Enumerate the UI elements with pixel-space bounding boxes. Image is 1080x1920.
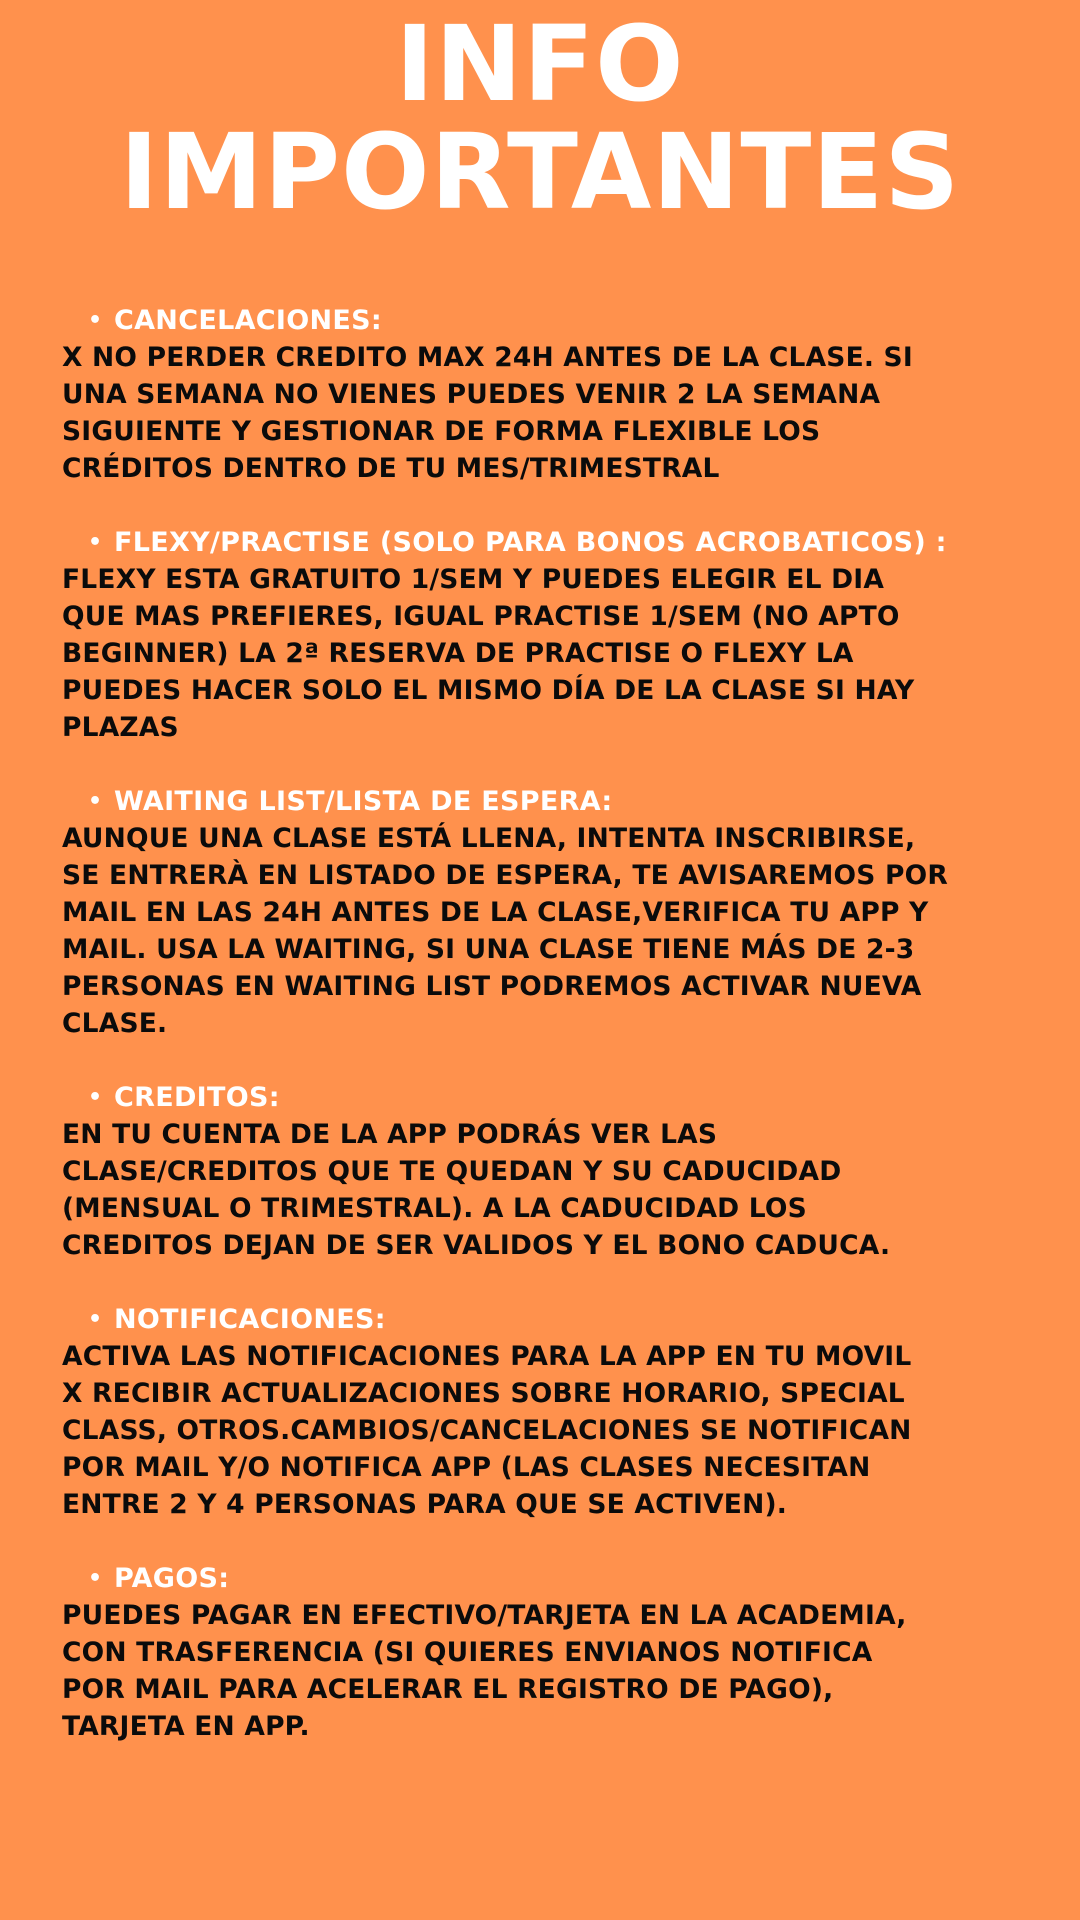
section-creditos [62,1079,1022,1264]
section-heading [62,524,1022,561]
section-heading-text: FLEXY/PRACTISE (SOLO PARA BONOS ACROBATICOS) : [114,527,947,558]
bullet-icon: • [88,1307,103,1332]
section-heading [62,302,1022,339]
bullet-icon: • [88,530,103,555]
section-body: X NO PERDER CREDITO MAX 24H ANTES DE LA CLASE. SI UNA SEMANA NO VIENES PUEDES VENIR 2 LA SEMANA SIGUIENTE Y GESTIONAR DE FORMA FLEXIBLE LOS CRÉDITOS DENTRO DE TU MES/TRIMESTRAL [62,342,913,484]
bullet-icon: • [88,789,103,814]
section-heading [62,1560,1022,1597]
section-cancelaciones [62,302,1022,487]
section-heading-text: NOTIFICACIONES: [114,1304,386,1335]
section-heading-text: CANCELACIONES: [114,305,382,336]
section-body: AUNQUE UNA CLASE ESTÁ LLENA, INTENTA INSCRIBIRSE, SE ENTRERÀ EN LISTADO DE ESPERA, TE AVISAREMOS POR MAIL EN LAS 24H ANTES DE LA CLASE,VERIFICA TU APP Y MAIL. USA LA WAITING, SI UNA CLASE TIENE MÁS DE 2-3 PERSONAS EN WAITING LIST PODREMOS ACTIVAR NUEVA CLASE. [62,823,948,1039]
section-heading [62,1301,1022,1338]
page-title-line-2: IMPORTANTES [119,111,961,233]
section-heading [62,1079,1022,1116]
section-body: EN TU CUENTA DE LA APP PODRÁS VER LAS CLASE/CREDITOS QUE TE QUEDAN Y SU CADUCIDAD (MENSUAL O TRIMESTRAL). A LA CADUCIDAD LOS CREDITOS DEJAN DE SER VALIDOS Y EL BONO CADUCA. [62,1119,891,1261]
bullet-icon: • [88,1085,103,1110]
section-waiting-list [62,783,1022,1042]
page-title-line-1: INFO [395,3,685,125]
section-heading [62,783,1022,820]
bullet-icon: • [88,308,103,333]
info-list [62,302,1022,1782]
section-pagos [62,1560,1022,1745]
section-heading-text: WAITING LIST/LISTA DE ESPERA: [114,786,613,817]
section-notificaciones [62,1301,1022,1523]
section-body: PUEDES PAGAR EN EFECTIVO/TARJETA EN LA ACADEMIA, CON TRASFERENCIA (SI QUIERES ENVIANOS NOTIFICA POR MAIL PARA ACELERAR EL REGISTRO DE PAGO), TARJETA EN APP. [62,1600,907,1742]
section-heading-text: CREDITOS: [114,1082,280,1113]
section-body: ACTIVA LAS NOTIFICACIONES PARA LA APP EN TU MOVIL X RECIBIR ACTUALIZACIONES SOBRE HORARIO, SPECIAL CLASS, OTROS.CAMBIOS/CANCELACIONES SE NOTIFICAN POR MAIL Y/O NOTIFICA APP (LAS CLASES NECESITAN ENTRE 2 Y 4 PERSONAS PARA QUE SE ACTIVEN). [62,1341,912,1520]
section-heading-text: PAGOS: [114,1563,230,1594]
section-flexy-practise [62,524,1022,746]
section-body: FLEXY ESTA GRATUITO 1/SEM Y PUEDES ELEGIR EL DIA QUE MAS PREFIERES, IGUAL PRACTISE 1/SEM (NO APTO BEGINNER) LA 2ª RESERVA DE PRACTISE O FLEXY LA PUEDES HACER SOLO EL MISMO DÍA DE LA CLASE SI HAY PLAZAS [62,564,915,743]
bullet-icon: • [88,1566,103,1591]
